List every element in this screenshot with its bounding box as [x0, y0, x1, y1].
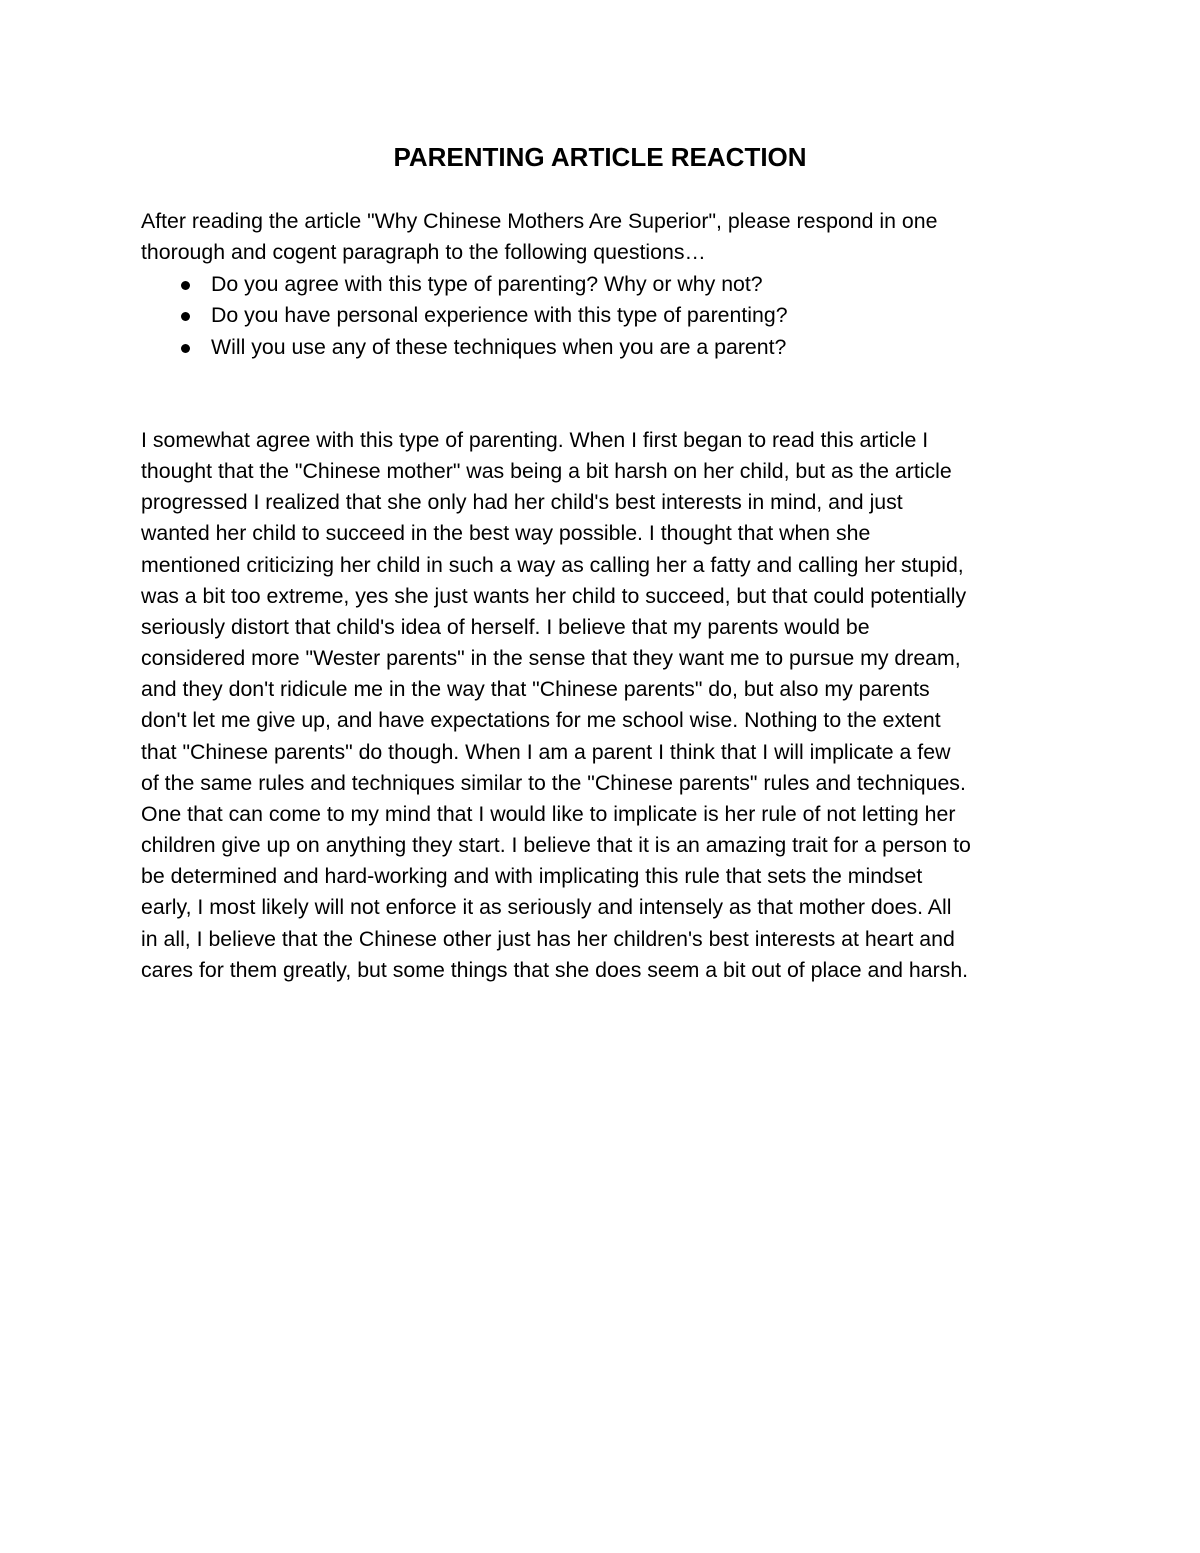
bullet-icon: [181, 281, 190, 290]
question-text: Will you use any of these techniques when you are a parent?: [211, 335, 787, 360]
intro-paragraph: [141, 206, 1081, 268]
question-text: Do you agree with this type of parenting? Why or why not?: [211, 271, 763, 296]
question-item: [141, 300, 1081, 332]
response-line: cares for them greatly, but some things that she does seem a bit out of place and harsh.: [141, 957, 969, 982]
question-list: [141, 269, 1081, 364]
response-line: don't let me give up, and have expectations for me school wise. Nothing to the extent: [141, 708, 941, 733]
response-line: children give up on anything they start. I believe that it is an amazing trait for a person to: [141, 833, 971, 858]
response-line: and they don't ridicule me in the way that "Chinese parents" do, but also my parents: [141, 677, 930, 702]
bullet-icon: [181, 312, 190, 321]
question-item: [141, 269, 1081, 301]
intro-line: After reading the article "Why Chinese Mothers Are Superior", please respond in one: [141, 209, 938, 233]
response-line: I somewhat agree with this type of parenting. When I first began to read this article I: [141, 428, 929, 452]
response-line: thought that the "Chinese mother" was being a bit harsh on her child, but as the article: [141, 459, 952, 484]
document-title: PARENTING ARTICLE REACTION: [393, 142, 807, 172]
response-line: of the same rules and techniques similar to the "Chinese parents" rules and techniques.: [141, 770, 966, 795]
bullet-icon: [181, 344, 190, 353]
response-line: wanted her child to succeed in the best way possible. I thought that when she: [141, 521, 871, 546]
response-paragraph: [141, 425, 1066, 986]
question-text: Do you have personal experience with this type of parenting?: [211, 303, 788, 328]
response-line: progressed I realized that she only had her child's best interests in mind, and just: [141, 490, 903, 515]
response-line: considered more "Wester parents" in the sense that they want me to pursue my dream,: [141, 646, 961, 671]
response-line: mentioned criticizing her child in such a way as calling her a fatty and calling her stupid,: [141, 552, 964, 577]
response-line: be determined and hard-working and with implicating this rule that sets the mindset: [141, 864, 923, 889]
question-item: [141, 332, 1081, 364]
response-line: that "Chinese parents" do though. When I am a parent I think that I will implicate a few: [141, 739, 951, 764]
response-line: early, I most likely will not enforce it as seriously and intensely as that mother does. All: [141, 895, 952, 920]
response-line: One that can come to my mind that I would like to implicate is her rule of not letting her: [141, 801, 956, 826]
response-line: in all, I believe that the Chinese other just has her children's best interests at heart and: [141, 926, 955, 951]
response-line: was a bit too extreme, yes she just wants her child to succeed, but that could potentially: [141, 583, 967, 608]
response-line: seriously distort that child's idea of herself. I believe that my parents would be: [141, 614, 870, 639]
intro-line: thorough and cogent paragraph to the following questions…: [141, 240, 706, 265]
